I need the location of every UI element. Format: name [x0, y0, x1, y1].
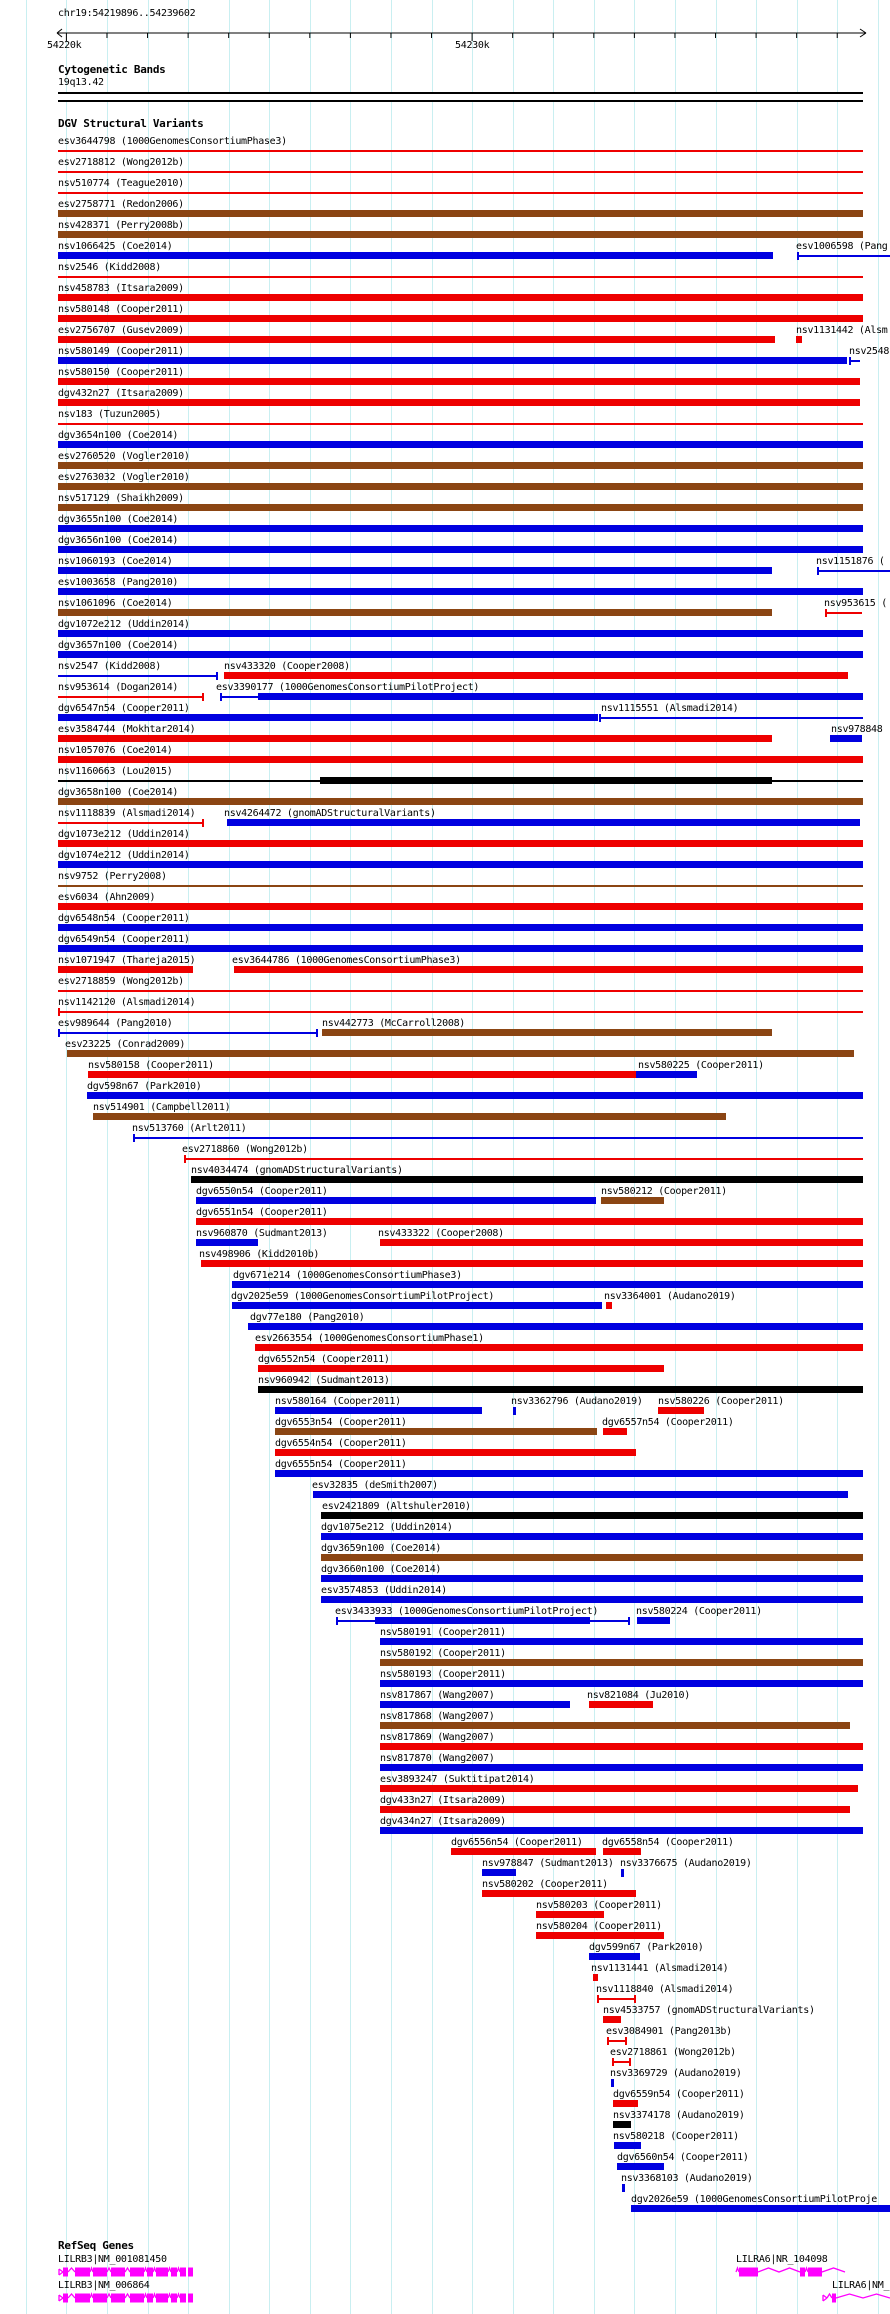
variant-label[interactable]: nsv817869 (Wang2007) — [380, 1732, 495, 1743]
variant-label[interactable]: nsv580225 (Cooper2011) — [638, 1060, 764, 1071]
variant-label[interactable]: nsv817867 (Wang2007) — [380, 1690, 495, 1701]
variant-label[interactable]: esv3084901 (Pang2013b) — [606, 2026, 732, 2037]
variant-feature-bar[interactable] — [58, 483, 863, 490]
variant-label[interactable]: nsv1131442 (Alsm — [796, 325, 888, 336]
variant-feature-bar[interactable] — [607, 2037, 609, 2045]
variant-label[interactable]: nsv1060193 (Coe2014) — [58, 556, 173, 567]
variant-label[interactable]: nsv498906 (Kidd2010b) — [199, 1249, 320, 1260]
variant-feature-bar[interactable] — [625, 2037, 627, 2045]
variant-feature-bar[interactable] — [58, 423, 863, 425]
variant-feature-bar[interactable] — [58, 822, 204, 824]
variant-feature-bar[interactable] — [622, 2184, 625, 2192]
variant-feature-bar[interactable] — [380, 1722, 850, 1729]
variant-label[interactable]: dgv3655n100 (Coe2014) — [58, 514, 179, 525]
variant-label[interactable]: dgv599n67 (Park2010) — [589, 1942, 704, 1953]
variant-label[interactable]: dgv6553n54 (Cooper2011) — [275, 1417, 407, 1428]
variant-feature-bar[interactable] — [593, 1974, 598, 1981]
variant-feature-bar[interactable] — [58, 903, 863, 910]
variant-label[interactable]: dgv2026e59 (1000GenomesConsortiumPilotProje — [631, 2194, 877, 2205]
variant-label[interactable]: nsv458783 (Itsara2009) — [58, 283, 184, 294]
variant-label[interactable]: esv23225 (Conrad2009) — [65, 1039, 186, 1050]
variant-feature-bar[interactable] — [58, 696, 204, 698]
variant-feature-bar[interactable] — [196, 1239, 258, 1246]
variant-feature-bar[interactable] — [849, 357, 851, 365]
gene-label[interactable]: LILRB3|NM_006864 — [58, 2280, 150, 2291]
variant-label[interactable]: nsv953614 (Dogan2014) — [58, 682, 179, 693]
variant-label[interactable]: nsv978847 (Sudmant2013) — [482, 1858, 614, 1869]
variant-feature-bar[interactable] — [275, 1449, 636, 1456]
variant-feature-bar[interactable] — [255, 1344, 863, 1351]
variant-label[interactable]: dgv6558n54 (Cooper2011) — [602, 1837, 734, 1848]
variant-feature-bar[interactable] — [58, 546, 863, 553]
variant-label[interactable]: esv1006598 (Pang — [796, 241, 888, 252]
dgv-track-title: DGV Structural Variants — [58, 117, 204, 130]
variant-label[interactable]: nsv580192 (Cooper2011) — [380, 1648, 506, 1659]
variant-label[interactable]: nsv2548 — [849, 346, 890, 357]
variant-feature-bar[interactable] — [589, 1953, 640, 1960]
variant-feature-bar[interactable] — [321, 1554, 863, 1561]
variant-feature-bar[interactable] — [58, 441, 863, 448]
variant-label[interactable]: dgv2025e59 (1000GenomesConsortiumPilotProject) — [231, 1291, 495, 1302]
variant-feature-bar[interactable] — [636, 1071, 697, 1078]
variant-feature-bar[interactable] — [597, 1998, 636, 2000]
variant-feature-bar[interactable] — [58, 315, 863, 322]
variant-feature-bar[interactable] — [536, 1932, 664, 1939]
variant-label[interactable]: nsv513760 (Arlt2011) — [132, 1123, 247, 1134]
variant-label[interactable]: dgv6556n54 (Cooper2011) — [451, 1837, 583, 1848]
variant-label[interactable]: nsv1071947 (Thareja2015) — [58, 955, 196, 966]
variant-feature-bar[interactable] — [196, 1218, 863, 1225]
variant-feature-bar[interactable] — [202, 819, 204, 827]
variant-label[interactable]: nsv3374178 (Audano2019) — [613, 2110, 745, 2121]
variant-feature-bar[interactable] — [336, 1617, 338, 1625]
variant-feature-bar[interactable] — [58, 192, 863, 194]
variant-label[interactable]: nsv580150 (Cooper2011) — [58, 367, 184, 378]
gene-label[interactable]: LILRA6|NM_ — [832, 2280, 890, 2291]
variant-feature-bar[interactable] — [629, 2058, 631, 2066]
refseq-track-title: RefSeq Genes — [58, 2239, 134, 2252]
variant-feature-bar[interactable] — [590, 1620, 630, 1622]
variant-label[interactable]: nsv1142120 (Alsmadi2014) — [58, 997, 196, 1008]
variant-feature-bar[interactable] — [817, 567, 819, 575]
variant-feature-bar[interactable] — [380, 1659, 863, 1666]
variant-label[interactable]: dgv6555n54 (Cooper2011) — [275, 1459, 407, 1470]
gene-label[interactable]: LILRB3|NM_001081450 — [58, 2254, 167, 2265]
variant-label[interactable]: nsv960870 (Sudmant2013) — [196, 1228, 328, 1239]
position-label: chr19:54219896..54239602 — [58, 8, 196, 19]
variant-feature-bar[interactable] — [234, 966, 863, 973]
variant-label[interactable]: dgv3654n100 (Coe2014) — [58, 430, 179, 441]
variant-feature-bar[interactable] — [58, 252, 773, 259]
variant-label[interactable]: nsv3369729 (Audano2019) — [610, 2068, 742, 2079]
variant-label[interactable]: nsv817868 (Wang2007) — [380, 1711, 495, 1722]
variant-label[interactable]: nsv580202 (Cooper2011) — [482, 1879, 608, 1890]
variant-label[interactable]: esv3644786 (1000GenomesConsortiumPhase3) — [232, 955, 461, 966]
variant-label[interactable]: esv2663554 (1000GenomesConsortiumPhase1) — [255, 1333, 484, 1344]
variant-feature-bar[interactable] — [58, 885, 863, 887]
variant-label[interactable]: dgv1072e212 (Uddin2014) — [58, 619, 190, 630]
variant-label[interactable]: esv3893247 (Suktitipat2014) — [380, 1774, 535, 1785]
variant-feature-bar[interactable] — [202, 693, 204, 701]
variant-label[interactable]: nsv817870 (Wang2007) — [380, 1753, 495, 1764]
ruler[interactable] — [0, 26, 890, 42]
variant-label[interactable]: nsv580204 (Cooper2011) — [536, 1921, 662, 1932]
variant-label[interactable]: esv2421809 (Altshuler2010) — [322, 1501, 471, 1512]
variant-label[interactable]: nsv580148 (Cooper2011) — [58, 304, 184, 315]
variant-feature-bar[interactable] — [58, 945, 863, 952]
variant-feature-bar[interactable] — [321, 1533, 863, 1540]
variant-label[interactable]: dgv3660n100 (Coe2014) — [321, 1564, 442, 1575]
gene-label[interactable]: LILRA6|NR_104098 — [736, 2254, 828, 2265]
variant-feature-bar[interactable] — [58, 525, 863, 532]
variant-label[interactable]: nsv580224 (Cooper2011) — [636, 1606, 762, 1617]
variant-feature-bar[interactable] — [58, 675, 218, 677]
variant-feature-bar[interactable] — [258, 1386, 863, 1393]
variant-label[interactable]: esv6034 (Ahn2009) — [58, 892, 156, 903]
variant-feature-bar[interactable] — [232, 1281, 863, 1288]
variant-label[interactable]: esv3644798 (1000GenomesConsortiumPhase3) — [58, 136, 287, 147]
variant-feature-bar[interactable] — [322, 1029, 772, 1036]
variant-feature-bar[interactable] — [58, 336, 775, 343]
variant-feature-bar[interactable] — [380, 1806, 850, 1813]
variant-label[interactable]: dgv6551n54 (Cooper2011) — [196, 1207, 328, 1218]
variant-feature-bar[interactable] — [482, 1869, 516, 1876]
variant-feature-bar[interactable] — [380, 1827, 863, 1834]
variant-label[interactable]: esv32835 (deSmith2007) — [312, 1480, 438, 1491]
variant-feature-bar[interactable] — [88, 1071, 636, 1078]
variant-feature-bar[interactable] — [58, 462, 863, 469]
cytoband-name: 19q13.42 — [58, 77, 104, 88]
variant-feature-bar[interactable] — [320, 777, 772, 784]
variant-label[interactable]: nsv978848 — [831, 724, 883, 735]
variant-feature-bar[interactable] — [825, 609, 827, 617]
variant-label[interactable]: nsv580193 (Cooper2011) — [380, 1669, 506, 1680]
variant-feature-bar[interactable] — [275, 1470, 863, 1477]
variant-feature-bar[interactable] — [321, 1575, 863, 1582]
variant-label[interactable]: nsv1061096 (Coe2014) — [58, 598, 173, 609]
variant-label[interactable]: esv2763032 (Vogler2010) — [58, 472, 190, 483]
variant-label[interactable]: nsv580212 (Cooper2011) — [601, 1186, 727, 1197]
variant-feature-bar[interactable] — [621, 1869, 624, 1877]
variant-feature-bar[interactable] — [380, 1638, 863, 1645]
grid-line — [26, 0, 27, 2314]
variant-label[interactable]: nsv183 (Tuzun2005) — [58, 409, 161, 420]
variant-feature-bar[interactable] — [275, 1407, 482, 1414]
variant-feature-bar[interactable] — [58, 567, 772, 574]
variant-feature-bar[interactable] — [817, 570, 890, 572]
variant-feature-bar[interactable] — [613, 2100, 638, 2107]
variant-label[interactable]: nsv514901 (Campbell2011) — [93, 1102, 231, 1113]
variant-label[interactable]: dgv6560n54 (Cooper2011) — [617, 2152, 749, 2163]
variant-feature-bar[interactable] — [658, 1407, 704, 1414]
variant-feature-bar[interactable] — [797, 252, 799, 260]
variant-feature-bar[interactable] — [58, 630, 863, 637]
variant-label[interactable]: nsv510774 (Teague2010) — [58, 178, 184, 189]
variant-feature-bar[interactable] — [58, 966, 193, 973]
variant-label[interactable]: dgv433n27 (Itsara2009) — [380, 1795, 506, 1806]
variant-feature-bar[interactable] — [58, 504, 863, 511]
variant-feature-bar[interactable] — [248, 1323, 863, 1330]
variant-label[interactable]: nsv580191 (Cooper2011) — [380, 1627, 506, 1638]
variant-label[interactable]: esv989644 (Pang2010) — [58, 1018, 173, 1029]
variant-label[interactable]: nsv580164 (Cooper2011) — [275, 1396, 401, 1407]
variant-label[interactable]: dgv432n27 (Itsara2009) — [58, 388, 184, 399]
variant-feature-bar[interactable] — [93, 1113, 726, 1120]
variant-feature-bar[interactable] — [380, 1239, 863, 1246]
variant-feature-bar[interactable] — [87, 1092, 863, 1099]
variant-feature-bar[interactable] — [232, 1302, 602, 1309]
variant-feature-bar[interactable] — [451, 1848, 596, 1855]
variant-feature-bar[interactable] — [313, 1491, 848, 1498]
variant-feature-bar[interactable] — [380, 1785, 858, 1792]
variant-label[interactable]: nsv9752 (Perry2008) — [58, 871, 167, 882]
variant-label[interactable]: dgv6547n54 (Cooper2011) — [58, 703, 190, 714]
variant-label[interactable]: esv2718860 (Wong2012b) — [182, 1144, 308, 1155]
variant-label[interactable]: nsv4034474 (gnomADStructuralVariants) — [191, 1165, 403, 1176]
variant-feature-bar[interactable] — [589, 1701, 653, 1708]
variant-feature-bar[interactable] — [191, 1176, 863, 1183]
variant-feature-bar[interactable] — [513, 1407, 516, 1415]
variant-label[interactable]: dgv598n67 (Park2010) — [87, 1081, 202, 1092]
variant-feature-bar[interactable] — [133, 1134, 135, 1142]
variant-feature-bar[interactable] — [58, 798, 863, 805]
variant-label[interactable]: dgv6552n54 (Cooper2011) — [258, 1354, 390, 1365]
variant-feature-bar[interactable] — [58, 714, 598, 721]
variant-feature-bar[interactable] — [603, 2016, 621, 2023]
variant-label[interactable]: esv2758771 (Redon2006) — [58, 199, 184, 210]
variant-feature-bar[interactable] — [227, 819, 860, 826]
variant-feature-bar[interactable] — [58, 1011, 863, 1013]
variant-feature-bar[interactable] — [601, 1197, 664, 1204]
variant-feature-bar[interactable] — [830, 735, 862, 742]
ruler-tick-label: 54220k — [47, 40, 82, 51]
variant-feature-bar[interactable] — [599, 714, 601, 722]
variant-label[interactable]: dgv1073e212 (Uddin2014) — [58, 829, 190, 840]
variant-feature-bar[interactable] — [58, 171, 863, 173]
variant-feature-bar[interactable] — [637, 1617, 670, 1624]
variant-feature-bar[interactable] — [58, 231, 863, 238]
variant-feature-bar[interactable] — [796, 336, 802, 343]
variant-feature-bar[interactable] — [617, 2163, 664, 2170]
variant-feature-bar[interactable] — [196, 1197, 596, 1204]
variant-feature-bar[interactable] — [482, 1890, 636, 1897]
variant-label[interactable]: esv1003658 (Pang2010) — [58, 577, 179, 588]
variant-label[interactable]: dgv3659n100 (Coe2014) — [321, 1543, 442, 1554]
variant-feature-bar[interactable] — [321, 1596, 863, 1603]
variant-label[interactable]: dgv3658n100 (Coe2014) — [58, 787, 179, 798]
variant-feature-bar[interactable] — [58, 756, 863, 763]
variant-feature-bar[interactable] — [224, 672, 848, 679]
variant-feature-bar[interactable] — [597, 1995, 599, 2003]
gene-glyph[interactable] — [58, 2265, 195, 2279]
variant-feature-bar[interactable] — [216, 672, 218, 680]
variant-feature-bar[interactable] — [58, 294, 863, 301]
variant-label[interactable]: nsv3364001 (Audano2019) — [604, 1291, 736, 1302]
variant-feature-bar[interactable] — [607, 2040, 627, 2042]
ruler-tick-label: 54230k — [455, 40, 490, 51]
variant-feature-bar[interactable] — [58, 651, 863, 658]
gene-glyph[interactable] — [58, 2291, 195, 2305]
variant-feature-bar[interactable] — [612, 2058, 614, 2066]
variant-label[interactable]: nsv580158 (Cooper2011) — [88, 1060, 214, 1071]
variant-feature-bar[interactable] — [536, 1911, 604, 1918]
variant-feature-bar[interactable] — [275, 1428, 597, 1435]
variant-feature-bar[interactable] — [380, 1764, 863, 1771]
variant-label[interactable]: nsv1118839 (Alsmadi2014) — [58, 808, 196, 819]
variant-label[interactable]: nsv1160663 (Lou2015) — [58, 766, 173, 777]
variant-feature-bar[interactable] — [634, 1995, 636, 2003]
variant-feature-bar[interactable] — [58, 924, 863, 931]
variant-label[interactable]: dgv6549n54 (Cooper2011) — [58, 934, 190, 945]
variant-feature-bar[interactable] — [316, 1029, 318, 1037]
variant-label[interactable]: nsv1131441 (Alsmadi2014) — [591, 1963, 729, 1974]
variant-feature-bar[interactable] — [631, 2205, 890, 2212]
variant-label[interactable]: nsv517129 (Shaikh2009) — [58, 493, 184, 504]
variant-label[interactable]: nsv960942 (Sudmant2013) — [258, 1375, 390, 1386]
variant-label[interactable]: nsv1151876 ( — [816, 556, 885, 567]
variant-label[interactable]: nsv953615 ( — [824, 598, 887, 609]
variant-label[interactable]: dgv1074e212 (Uddin2014) — [58, 850, 190, 861]
variant-feature-bar[interactable] — [613, 2121, 631, 2128]
variant-label[interactable]: dgv77e180 (Pang2010) — [250, 1312, 365, 1323]
variant-feature-bar[interactable] — [321, 1512, 863, 1519]
variant-label[interactable]: esv3584744 (Mokhtar2014) — [58, 724, 196, 735]
variant-label[interactable]: dgv3657n100 (Coe2014) — [58, 640, 179, 651]
variant-feature-bar[interactable] — [58, 1029, 60, 1037]
variant-label[interactable]: nsv428371 (Perry2008b) — [58, 220, 184, 231]
cytogenetic-bands-title: Cytogenetic Bands — [58, 63, 166, 76]
variant-label[interactable]: nsv2547 (Kidd2008) — [58, 661, 161, 672]
gene-glyph[interactable] — [822, 2291, 890, 2305]
variant-feature-bar[interactable] — [258, 1365, 664, 1372]
variant-label[interactable]: nsv3376675 (Audano2019) — [620, 1858, 752, 1869]
variant-feature-bar[interactable] — [201, 1260, 863, 1267]
variant-label[interactable]: esv2718812 (Wong2012b) — [58, 157, 184, 168]
variant-feature-bar[interactable] — [599, 717, 863, 719]
variant-label[interactable]: nsv4264472 (gnomADStructuralVariants) — [224, 808, 436, 819]
variant-feature-bar[interactable] — [184, 1155, 186, 1163]
variant-label[interactable]: dgv6559n54 (Cooper2011) — [613, 2089, 745, 2100]
variant-label[interactable]: nsv433322 (Cooper2008) — [378, 1228, 504, 1239]
variant-label[interactable]: nsv3368103 (Audano2019) — [621, 2173, 753, 2184]
variant-feature-bar[interactable] — [58, 735, 772, 742]
variant-feature-bar[interactable] — [58, 399, 860, 406]
variant-feature-bar[interactable] — [58, 861, 863, 868]
variant-label[interactable]: esv3574853 (Uddin2014) — [321, 1585, 447, 1596]
variant-feature-bar[interactable] — [58, 210, 863, 217]
cytoband-glyph[interactable] — [58, 92, 863, 102]
variant-feature-bar[interactable] — [58, 840, 863, 847]
variant-feature-bar[interactable] — [58, 1032, 318, 1034]
variant-label[interactable]: esv3390177 (1000GenomesConsortiumPilotProject) — [216, 682, 480, 693]
variant-label[interactable]: nsv580218 (Cooper2011) — [613, 2131, 739, 2142]
variant-feature-bar[interactable] — [58, 357, 847, 364]
variant-label[interactable]: dgv6554n54 (Cooper2011) — [275, 1438, 407, 1449]
variant-feature-bar[interactable] — [220, 693, 222, 701]
variant-label[interactable]: esv3433933 (1000GenomesConsortiumPilotProject) — [335, 1606, 599, 1617]
variant-feature-bar[interactable] — [58, 609, 772, 616]
variant-label[interactable]: nsv580149 (Cooper2011) — [58, 346, 184, 357]
variant-feature-bar[interactable] — [58, 150, 863, 152]
variant-feature-bar[interactable] — [380, 1743, 863, 1750]
variant-label[interactable]: nsv821084 (Ju2010) — [587, 1690, 690, 1701]
variant-label[interactable]: nsv3362796 (Audano2019) — [511, 1396, 643, 1407]
variant-feature-bar[interactable] — [258, 693, 863, 700]
variant-label[interactable]: nsv2546 (Kidd2008) — [58, 262, 161, 273]
variant-label[interactable]: nsv1115551 (Alsmadi2014) — [601, 703, 739, 714]
variant-feature-bar[interactable] — [184, 1158, 863, 1160]
variant-feature-bar[interactable] — [380, 1680, 863, 1687]
variant-label[interactable]: nsv433320 (Cooper2008) — [224, 661, 350, 672]
variant-feature-bar[interactable] — [614, 2142, 641, 2149]
variant-label[interactable]: dgv3656n100 (Coe2014) — [58, 535, 179, 546]
variant-label[interactable]: dgv6557n54 (Cooper2011) — [602, 1417, 734, 1428]
variant-feature-bar[interactable] — [606, 1302, 612, 1309]
variant-feature-bar[interactable] — [825, 612, 862, 614]
variant-label[interactable]: dgv1075e212 (Uddin2014) — [321, 1522, 453, 1533]
variant-label[interactable]: dgv6550n54 (Cooper2011) — [196, 1186, 328, 1197]
variant-label[interactable]: nsv580226 (Cooper2011) — [658, 1396, 784, 1407]
variant-feature-bar[interactable] — [336, 1620, 375, 1622]
variant-label[interactable]: dgv671e214 (1000GenomesConsortiumPhase3) — [233, 1270, 462, 1281]
gene-glyph[interactable] — [736, 2265, 847, 2279]
variant-feature-bar[interactable] — [67, 1050, 854, 1057]
variant-label[interactable]: nsv442773 (McCarroll2008) — [322, 1018, 466, 1029]
variant-feature-bar[interactable] — [58, 1008, 60, 1016]
variant-feature-bar[interactable] — [797, 255, 890, 257]
variant-feature-bar[interactable] — [133, 1137, 863, 1139]
variant-feature-bar[interactable] — [58, 276, 863, 278]
variant-label[interactable]: esv2718859 (Wong2012b) — [58, 976, 184, 987]
variant-feature-bar[interactable] — [603, 1428, 627, 1435]
variant-feature-bar[interactable] — [603, 1848, 641, 1855]
variant-feature-bar[interactable] — [375, 1617, 590, 1624]
variant-label[interactable]: esv2718861 (Wong2012b) — [610, 2047, 736, 2058]
variant-label[interactable]: esv2760520 (Vogler2010) — [58, 451, 190, 462]
variant-label[interactable]: nsv580203 (Cooper2011) — [536, 1900, 662, 1911]
variant-feature-bar[interactable] — [58, 990, 863, 992]
variant-feature-bar[interactable] — [58, 378, 860, 385]
variant-label[interactable]: nsv1066425 (Coe2014) — [58, 241, 173, 252]
variant-feature-bar[interactable] — [628, 1617, 630, 1625]
variant-feature-bar[interactable] — [220, 696, 258, 698]
variant-label[interactable]: nsv4533757 (gnomADStructuralVariants) — [603, 2005, 815, 2016]
variant-label[interactable]: dgv434n27 (Itsara2009) — [380, 1816, 506, 1827]
variant-label[interactable]: dgv6548n54 (Cooper2011) — [58, 913, 190, 924]
variant-feature-bar[interactable] — [58, 588, 863, 595]
variant-label[interactable]: nsv1057076 (Coe2014) — [58, 745, 173, 756]
variant-feature-bar[interactable] — [380, 1701, 570, 1708]
variant-feature-bar[interactable] — [611, 2079, 614, 2087]
variant-label[interactable]: esv2756707 (Gusev2009) — [58, 325, 184, 336]
variant-label[interactable]: nsv1118840 (Alsmadi2014) — [596, 1984, 734, 1995]
